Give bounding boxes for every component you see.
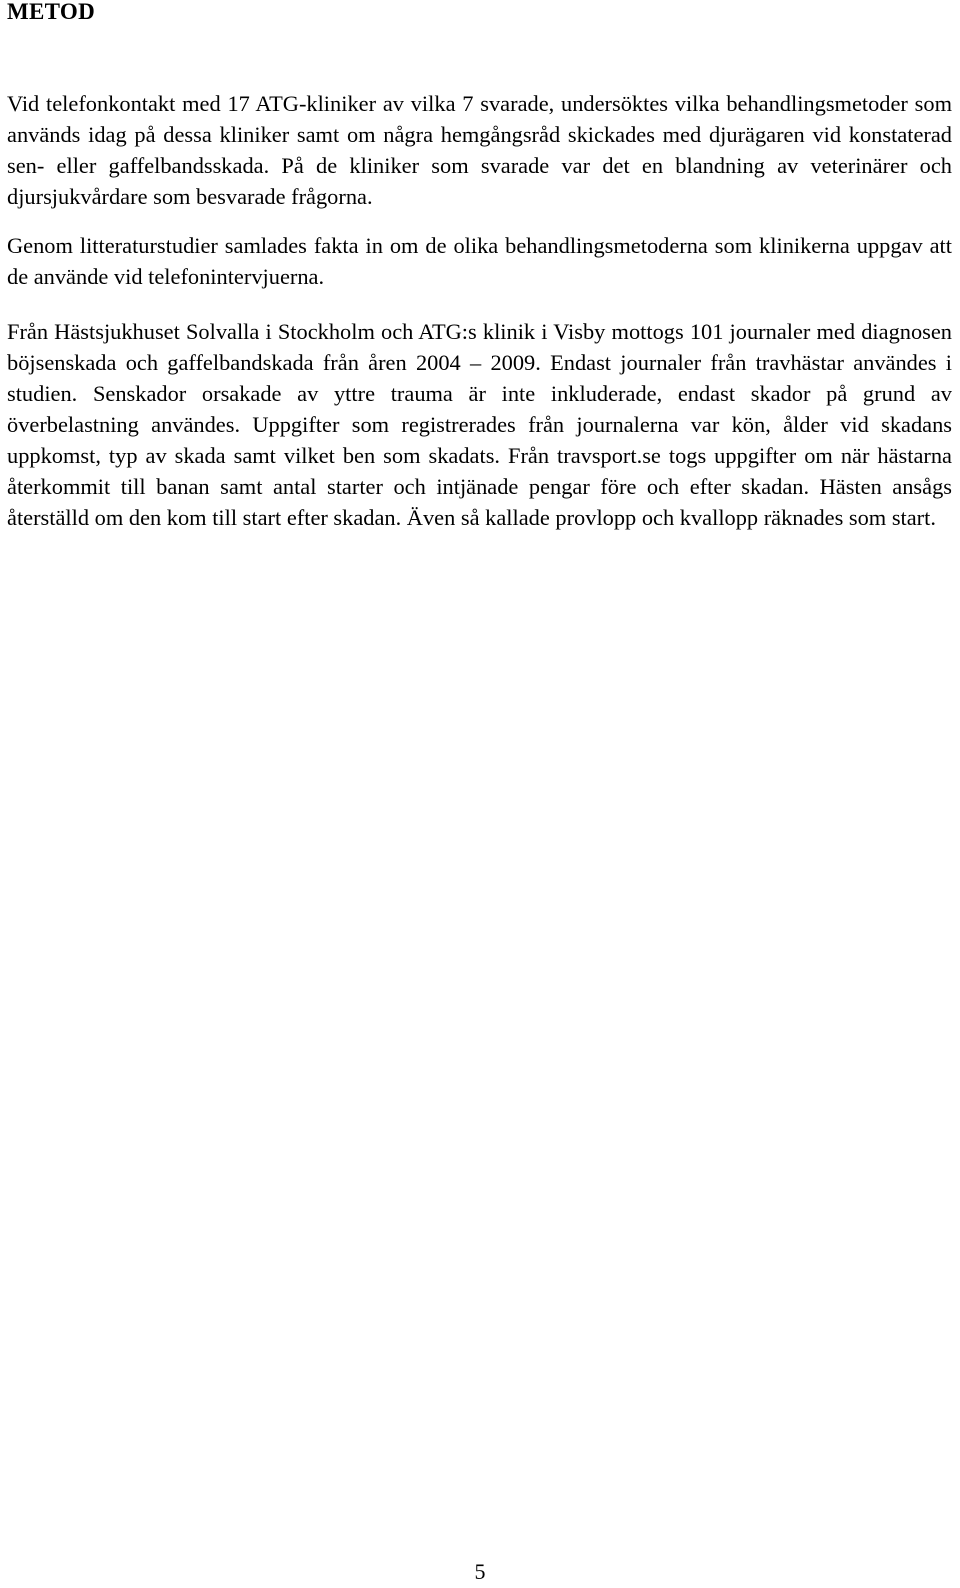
paragraph-journal-data: Från Hästsjukhuset Solvalla i Stockholm och ATG:s klinik i Visby mottogs 101 journaler med diagnosen böjsenskada och gaffelbandskada från åren 2004 – 2009. Endast journaler från travhästar användes i studien. Senskador orsakade av yttre trauma är inte inkluderade, endast skador på grund av överbelastning användes. Uppgifter som registrerades från journalerna var kön, ålder vid skadans uppkomst, typ av skada samt vilket ben som skadats. Från travsport.se togs uppgifter om när hästarna återkommit till banan samt antal starter och intjänade pengar före och efter skadan. Hästen ansågs återställd om den kom till start efter skadan. Även så kallade provlopp och kvallopp räknades som start. [7,319,952,530]
paragraph-literature-study: Genom litteraturstudier samlades fakta in om de olika behandlingsmetoderna som klinikerna uppgav att de använde vid telefonintervjuerna. [7,233,952,289]
section-heading: METOD [7,0,95,24]
page-number: 5 [474,1559,486,1584]
paragraph-telephone-survey: Vid telefonkontakt med 17 ATG-kliniker av vilka 7 svarade, undersöktes vilka behandlingsmetoder som används idag på dessa kliniker samt om några hemgångsråd skickades med djurägaren vid konstaterad sen- eller gaffelbandsskada. På de kliniker som svarade var det en blandning av veterinärer och djursjukvårdare som besvarade frågorna. [7,91,952,209]
